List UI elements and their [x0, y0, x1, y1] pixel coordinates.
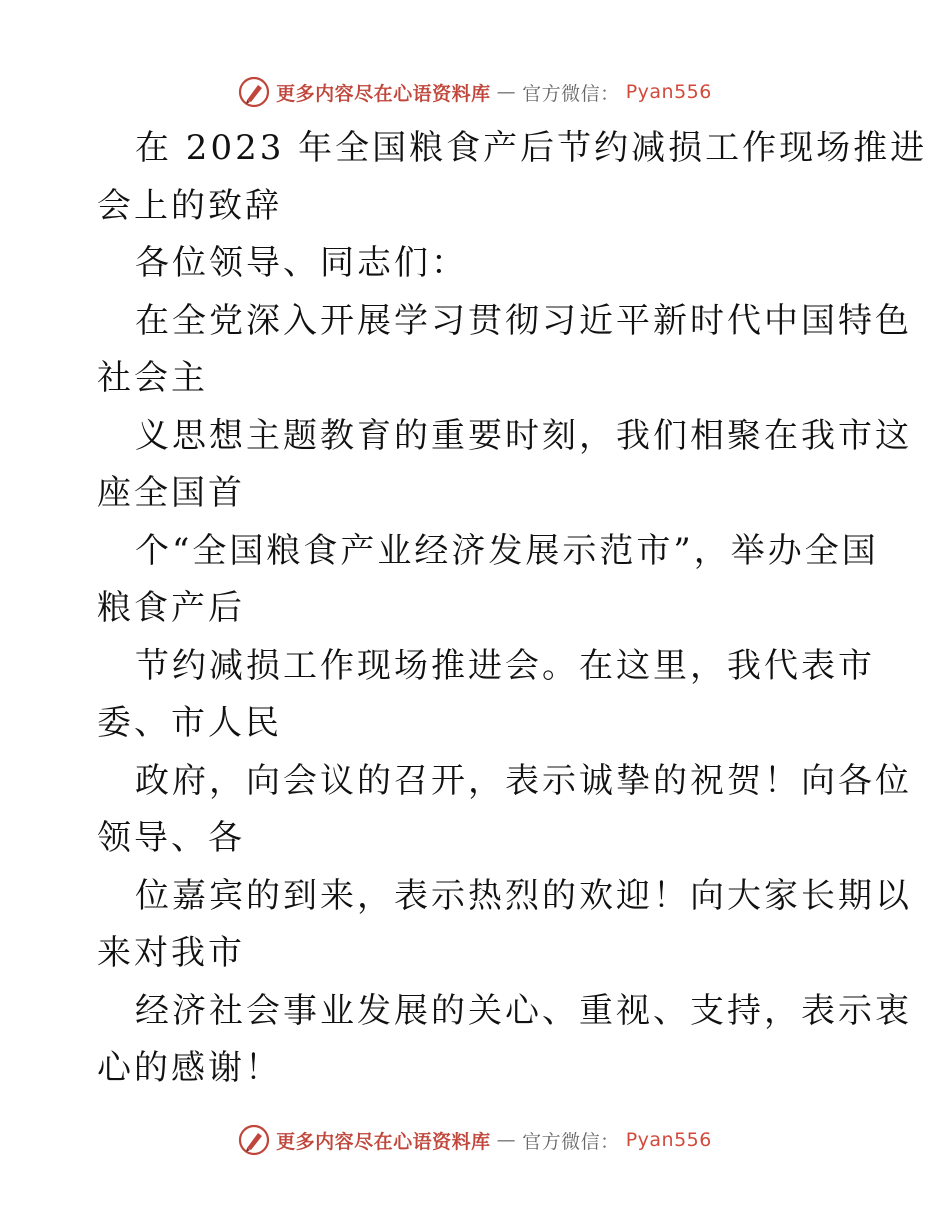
document-line: 节约减损工作现场推进会。在这里，我代表市: [135, 645, 875, 686]
pen-logo-icon: [238, 1124, 270, 1156]
banner-main-text: 更多内容尽在心语资料库: [276, 1130, 491, 1153]
document-line: 座全国首: [97, 473, 245, 513]
banner-wechat-label: 官方微信：: [522, 1130, 620, 1153]
document-line: 经济社会事业发展的关心、重视、支持，表示衷: [135, 990, 912, 1031]
document-line: 在全党深入开展学习贯彻习近平新时代中国特色: [135, 300, 912, 341]
banner-wechat-label: 官方微信：: [522, 82, 620, 105]
document-line: 粮食产后: [97, 588, 245, 628]
document-line: 委、市人民: [97, 703, 282, 743]
header-watermark-banner: [0, 72, 950, 112]
document-line: 来对我市: [97, 933, 245, 973]
banner-wechat-id: Pyan556: [625, 1129, 712, 1151]
document-line: 领导、各: [97, 818, 245, 858]
pen-logo-icon: [238, 76, 270, 108]
document-body: [97, 120, 928, 1098]
banner-main-text: 更多内容尽在心语资料库: [276, 82, 491, 105]
banner-separator: —: [496, 1129, 517, 1151]
banner-wechat-id: Pyan556: [625, 81, 712, 103]
document-line: 位嘉宾的到来，表示热烈的欢迎！向大家长期以: [135, 875, 912, 916]
document-line: 心的感谢！: [97, 1048, 282, 1088]
footer-watermark-banner: [0, 1120, 950, 1160]
document-line: 社会主: [97, 358, 208, 398]
document-line: 各位领导、同志们：: [135, 243, 468, 283]
document-line: 政府，向会议的召开，表示诚挚的祝贺！向各位: [135, 760, 912, 801]
banner-separator: —: [496, 81, 517, 103]
document-line: 个“全国粮食产业经济发展示范市”，举办全国: [135, 530, 879, 571]
document-line: 在 2023 年全国粮食产后节约减损工作现场推进: [135, 128, 928, 168]
document-line: 会上的致辞: [97, 185, 282, 226]
document-line: 义思想主题教育的重要时刻，我们相聚在我市这: [135, 415, 912, 456]
